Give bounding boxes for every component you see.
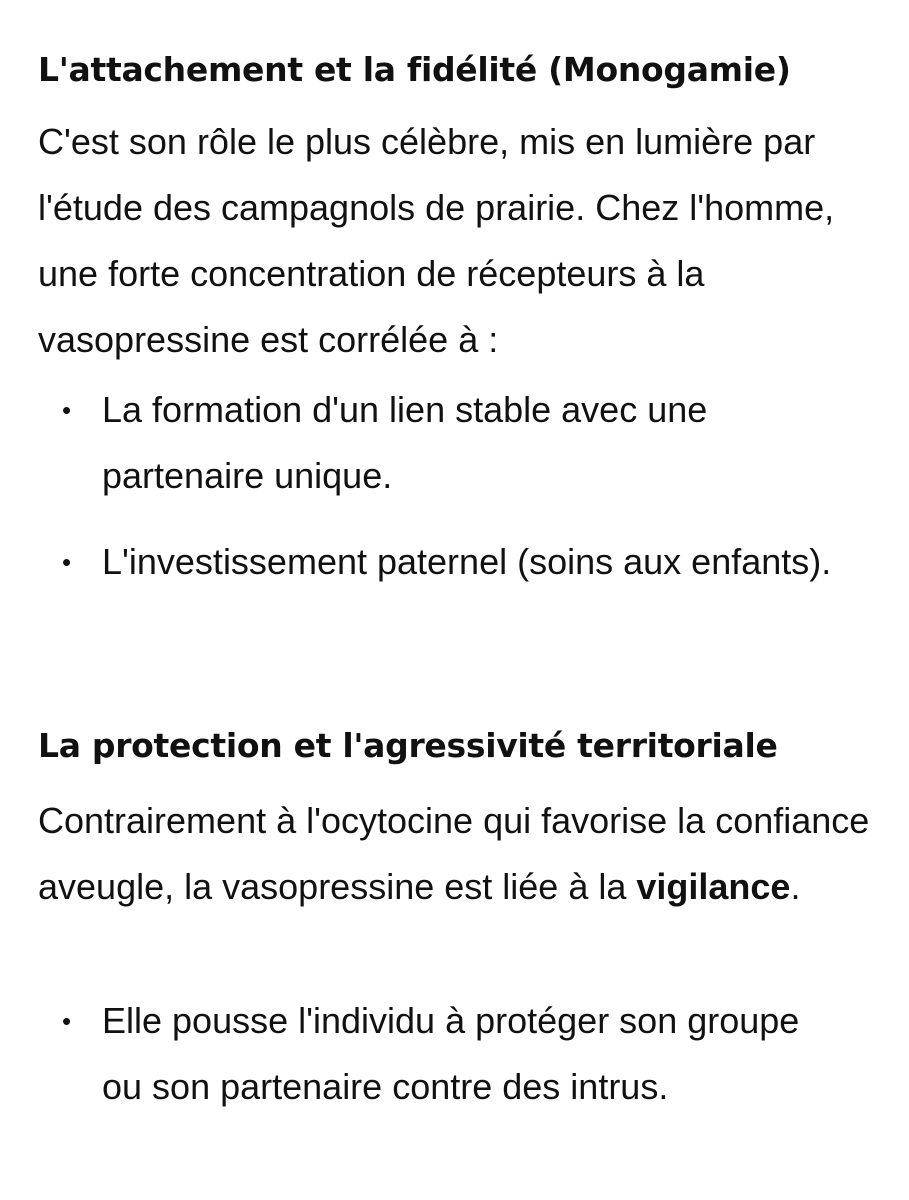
section-heading-attachment: L'attachement et la fidélité (Monogamie) [38,50,791,89]
list-item-text: Elle pousse l'individu à protéger son groupe ou son partenaire contre des intrus. [102,1000,800,1107]
bullet-dot-icon: • [62,1006,72,1036]
paragraph-text-end: . [790,866,801,907]
list-item [38,988,838,1120]
list-item [38,377,838,509]
list-item-text: La formation d'un lien stable avec une partenaire unique. [102,389,708,496]
bullet-list-protection [38,988,838,1120]
section-paragraph-protection [38,788,878,920]
paragraph-text-start: Contrairement à l'ocytocine qui favorise la confiance aveugle, la vasopressine est liée à la [38,800,870,907]
paragraph-emphasis: vigilance [636,866,791,907]
bullet-dot-icon: • [62,395,72,425]
section-heading-protection: La protection et l'agressivité territoriale [38,726,778,765]
bullet-dot-icon: • [62,547,72,577]
bullet-list-attachment [38,377,838,595]
list-item [38,529,838,595]
list-item-text: L'investissement paternel (soins aux enfants). [102,541,832,582]
section-paragraph-attachment: C'est son rôle le plus célèbre, mis en lumière par l'étude des campagnols de prairie. Chez l'homme, une forte concentration de récepteurs à la vasopressine est corrélée à : [38,121,835,360]
